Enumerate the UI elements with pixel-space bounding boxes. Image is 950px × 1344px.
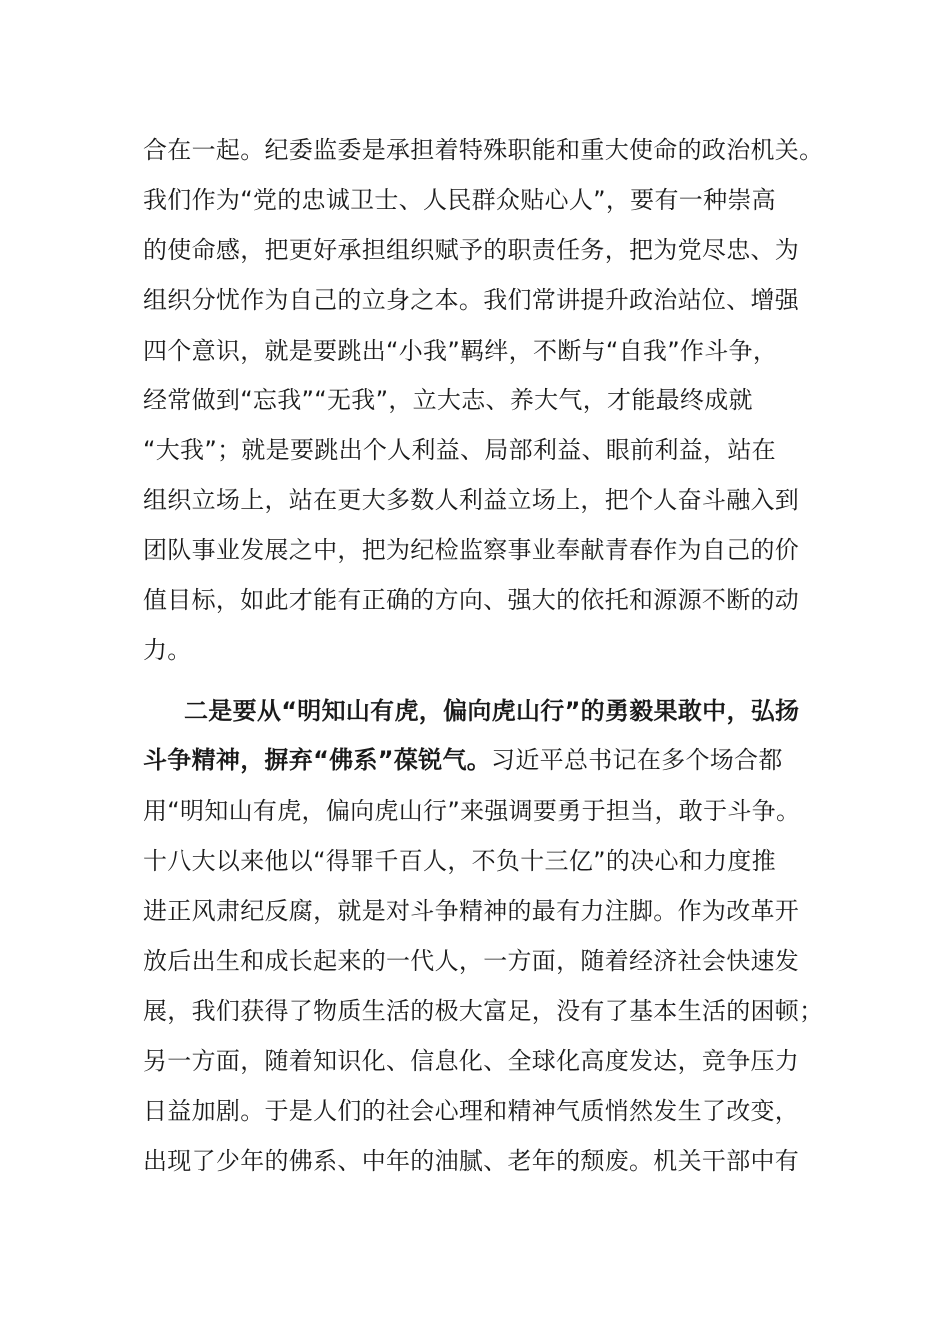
text-line: 放后出生和成长起来的一代人，一方面，随着经济社会快速发: [143, 947, 800, 975]
text-line: 用“明知山有虎，偏向虎山行”来强调要勇于担当，敢于斗争。: [143, 797, 801, 825]
text-line: 值目标，如此才能有正确的方向、强大的依托和源源不断的动: [143, 586, 800, 614]
mixed-line: [143, 745, 783, 775]
text-line: 合在一起。纪委监委是承担着特殊职能和重大使命的政治机关。: [143, 136, 824, 164]
text-line: 十八大以来他以“得罪千百人，不负十三亿”的决心和力度推: [143, 847, 776, 875]
text-line: 四个意识，就是要跳出“小我”羁绊，不断与“自我”作斗争，: [143, 337, 778, 365]
text-line: 组织分忧作为自己的立身之本。我们常讲提升政治站位、增强: [143, 286, 800, 314]
text-line: 我们作为“党的忠诚卫士、人民群众贴心人”，要有一种崇高: [143, 186, 776, 214]
text-line: 力。: [143, 636, 192, 664]
text-line: 的使命感，把更好承担组织赋予的职责任务，把为党尽忠、为: [143, 236, 800, 264]
text-line: 出现了少年的佛系、中年的油腻、老年的颓废。机关干部中有: [143, 1147, 800, 1175]
text-line: 另一方面，随着知识化、信息化、全球化高度发达，竞争压力: [143, 1047, 800, 1075]
text-line: 展，我们获得了物质生活的极大富足，没有了基本生活的困顿；: [143, 997, 824, 1025]
text-line: 进正风肃纪反腐，就是对斗争精神的最有力注脚。作为改革开: [143, 897, 800, 925]
text-line: 经常做到“忘我”“无我”，立大志、养大气，才能最终成就: [143, 386, 753, 414]
text-line: 日益加剧。于是人们的社会心理和精神气质悄然发生了改变，: [143, 1097, 800, 1125]
text-line: “大我”；就是要跳出个人利益、局部利益、眼前利益，站在: [143, 436, 776, 464]
heading-line-end: 斗争精神，摒弃“佛系”葆锐气。: [143, 746, 492, 774]
text-line: 团队事业发展之中，把为纪检监察事业奉献青春作为自己的价: [143, 536, 800, 564]
text-line: 组织立场上，站在更大多数人利益立场上，把个人奋斗融入到: [143, 486, 800, 514]
heading-line: 二是要从“明知山有虎，偏向虎山行”的勇毅果敢中，弘扬: [184, 697, 800, 725]
text-run: 习近平总书记在多个场合都: [491, 746, 783, 774]
